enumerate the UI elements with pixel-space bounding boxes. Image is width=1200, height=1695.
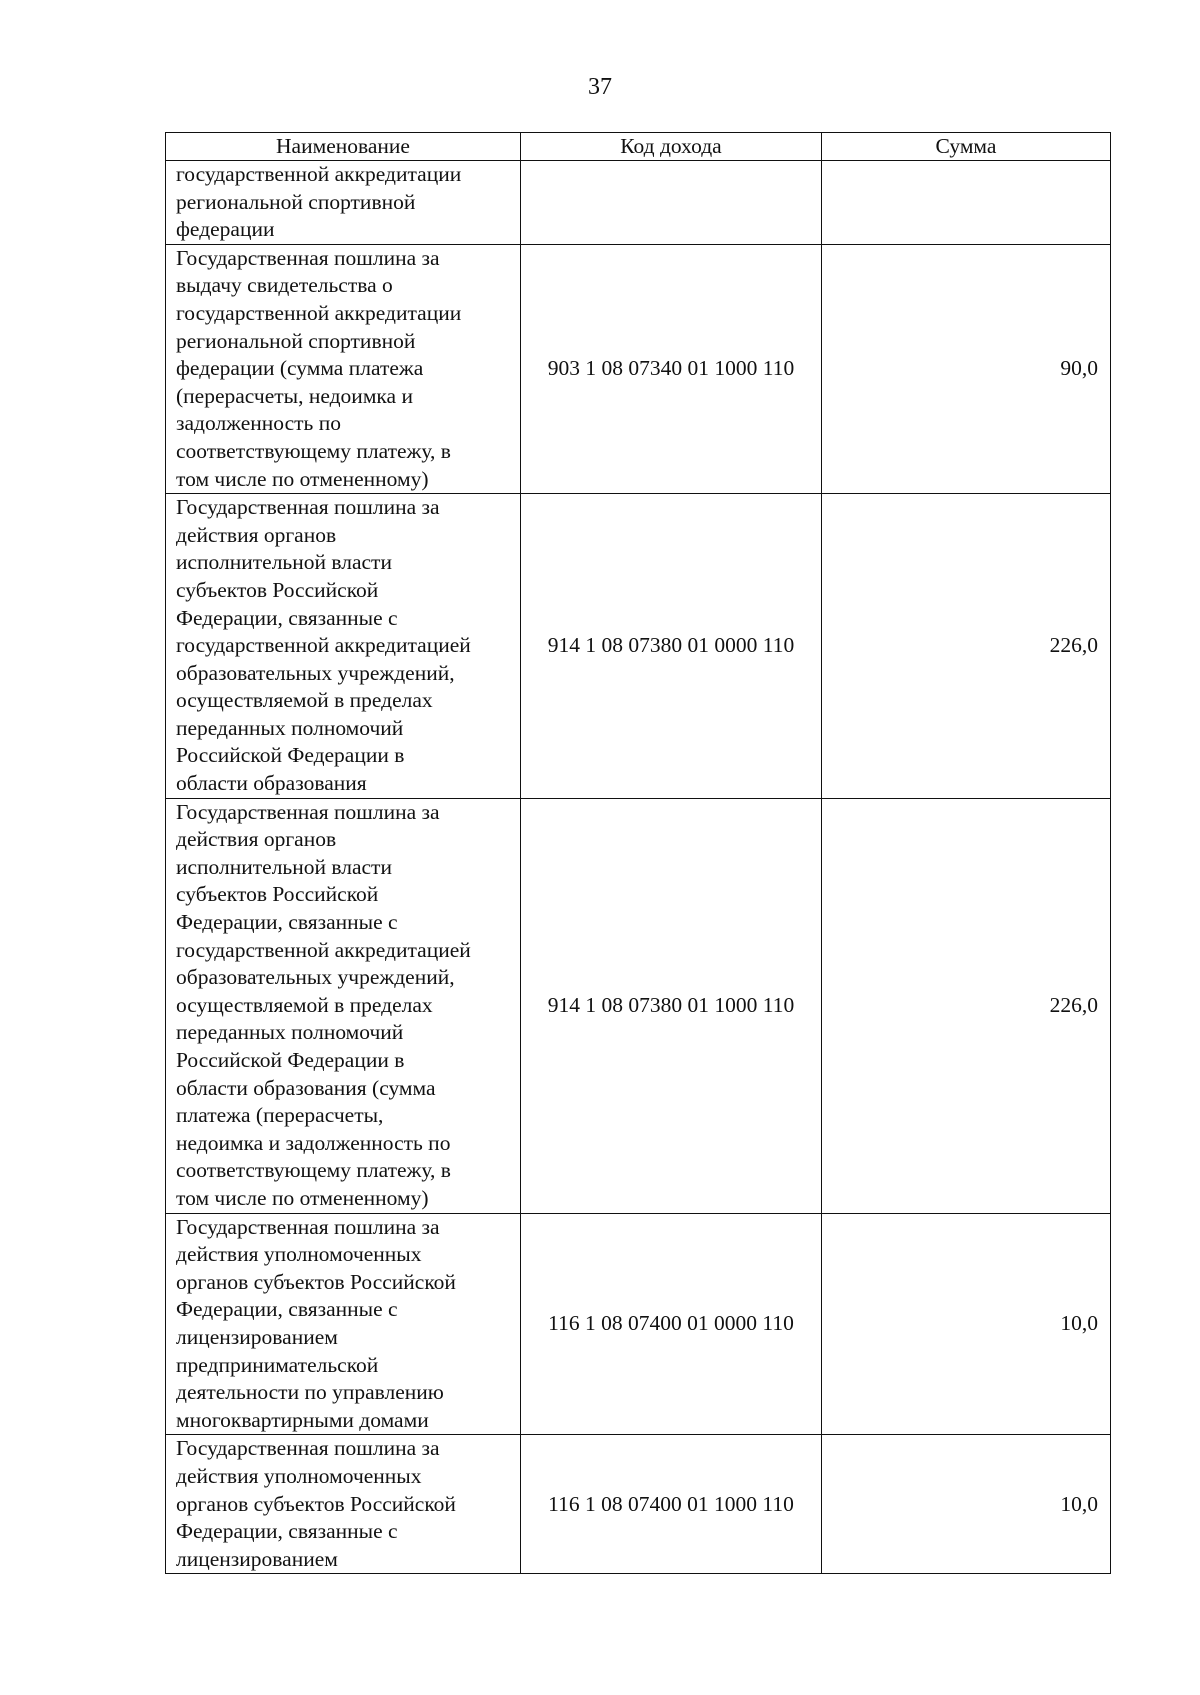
revenue-name-line: действия уполномоченных xyxy=(176,1463,422,1488)
revenue-name-line: Государственная пошлина за xyxy=(176,799,440,824)
table-body xyxy=(166,161,1111,1574)
revenue-name-line: Российской Федерации в xyxy=(176,743,405,768)
revenue-name-line: Федерации, связанные с xyxy=(176,1297,398,1322)
revenue-name-line: платежа (перерасчеты, xyxy=(176,1103,384,1128)
revenue-name-line: задолженность по xyxy=(176,411,341,436)
revenue-sum-cell: 10,0 xyxy=(822,1213,1111,1435)
revenue-name-line: федерации (сумма платежа xyxy=(176,356,424,381)
revenue-name-line: действия органов xyxy=(176,522,337,547)
revenue-name-line: том числе по отмененному) xyxy=(176,1185,429,1210)
revenue-code-cell xyxy=(521,161,822,245)
revenue-sum-cell: 226,0 xyxy=(822,798,1111,1213)
revenue-name-line: государственной аккредитации xyxy=(176,162,462,186)
revenue-name-line: Федерации, связанные с xyxy=(176,1519,398,1544)
revenue-name-line: переданных полномочий xyxy=(176,1020,404,1045)
revenue-name-line: недоимка и задолженность по xyxy=(176,1130,451,1155)
revenue-name-line: действия уполномоченных xyxy=(176,1242,422,1267)
page-number: 37 xyxy=(588,74,612,100)
revenue-name-cell xyxy=(166,161,521,245)
revenue-table xyxy=(165,132,1111,1574)
revenue-sum-cell: 90,0 xyxy=(822,244,1111,493)
revenue-name-line: исполнительной власти xyxy=(176,550,392,575)
table-row xyxy=(166,161,1111,245)
revenue-name-line: Федерации, связанные с xyxy=(176,605,398,630)
revenue-sum-cell xyxy=(822,161,1111,245)
table-row xyxy=(166,494,1111,799)
revenue-name-line: (перерасчеты, недоимка и xyxy=(176,383,413,408)
table-row xyxy=(166,1213,1111,1435)
revenue-name-line: Государственная пошлина за xyxy=(176,1214,440,1239)
revenue-name-line: осуществляемой в пределах xyxy=(176,992,433,1017)
revenue-name-line: государственной аккредитацией xyxy=(176,937,471,962)
revenue-name-line: региональной спортивной xyxy=(176,328,416,353)
revenue-code-cell: 116 1 08 07400 01 1000 110 xyxy=(521,1435,822,1574)
revenue-name-line: соответствующему платежу, в xyxy=(176,1158,451,1183)
revenue-name-line: лицензированием xyxy=(176,1324,338,1349)
column-header-name: Наименование xyxy=(166,133,521,161)
revenue-name-line: органов субъектов Российской xyxy=(176,1491,456,1516)
revenue-name-line: области образования xyxy=(176,771,367,796)
revenue-name-cell xyxy=(166,1213,521,1435)
table-header-row xyxy=(166,133,1111,161)
revenue-name-line: осуществляемой в пределах xyxy=(176,688,433,713)
column-header-sum: Сумма xyxy=(822,133,1111,161)
table-row xyxy=(166,244,1111,493)
revenue-code-cell: 914 1 08 07380 01 1000 110 xyxy=(521,798,822,1213)
revenue-name-line: соответствующему платежу, в xyxy=(176,438,451,463)
revenue-name-line: Российской Федерации в xyxy=(176,1048,405,1072)
column-header-code: Код дохода xyxy=(521,133,822,161)
revenue-name-line: Государственная пошлина за xyxy=(176,495,440,520)
revenue-name-line: переданных полномочий xyxy=(176,715,404,740)
revenue-name-line: многоквартирными домами xyxy=(176,1407,429,1432)
revenue-name-line: деятельности по управлению xyxy=(176,1380,444,1405)
revenue-name-line: области образования (сумма xyxy=(176,1075,436,1100)
revenue-name-line: субъектов Российской xyxy=(176,577,379,602)
revenue-sum-cell: 10,0 xyxy=(822,1435,1111,1574)
revenue-name-line: федерации xyxy=(176,217,275,242)
revenue-name-line: региональной спортивной xyxy=(176,189,416,214)
revenue-name-line: субъектов Российской xyxy=(176,882,379,907)
revenue-name-line: выдачу свидетельства о xyxy=(176,273,393,298)
revenue-name-line: действия органов xyxy=(176,827,337,852)
revenue-name-line: Федерации, связанные с xyxy=(176,910,398,935)
revenue-name-cell xyxy=(166,494,521,799)
table-row xyxy=(166,1435,1111,1574)
revenue-name-line: предпринимательской xyxy=(176,1352,379,1377)
revenue-name-cell xyxy=(166,798,521,1213)
revenue-name-cell xyxy=(166,244,521,493)
revenue-name-line: исполнительной власти xyxy=(176,854,392,879)
revenue-name-line: государственной аккредитацией xyxy=(176,633,471,658)
revenue-name-cell xyxy=(166,1435,521,1574)
table-row xyxy=(166,798,1111,1213)
revenue-name-line: образовательных учреждений, xyxy=(176,660,455,685)
revenue-name-line: государственной аккредитации xyxy=(176,300,462,325)
revenue-name-line: Государственная пошлина за xyxy=(176,1436,440,1461)
revenue-name-line: органов субъектов Российской xyxy=(176,1269,456,1294)
revenue-code-cell: 914 1 08 07380 01 0000 110 xyxy=(521,494,822,799)
revenue-name-line: том числе по отмененному) xyxy=(176,466,429,491)
revenue-sum-cell: 226,0 xyxy=(822,494,1111,799)
revenue-name-line: Государственная пошлина за xyxy=(176,245,440,270)
revenue-code-cell: 903 1 08 07340 01 1000 110 xyxy=(521,244,822,493)
revenue-name-line: образовательных учреждений, xyxy=(176,965,455,990)
revenue-code-cell: 116 1 08 07400 01 0000 110 xyxy=(521,1213,822,1435)
revenue-name-line: лицензированием xyxy=(176,1546,338,1571)
